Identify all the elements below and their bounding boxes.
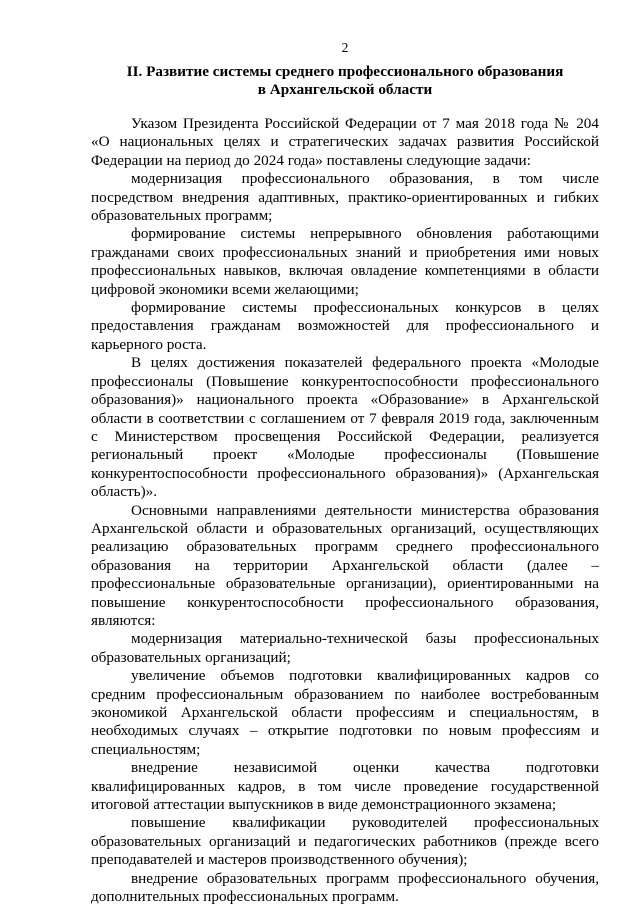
paragraph-direction-material-base: модернизация материально-технической базы профессиональных образовательных организаций;: [91, 630, 599, 666]
section-heading-line-1: II. Развитие системы среднего профессионального образования: [126, 63, 564, 80]
document-body: [91, 115, 599, 906]
paragraph-task-modernization: модернизация профессионального образования, в том числе посредством внедрения адаптивных, практико-ориентированных и гибких образовательных программ;: [91, 170, 599, 225]
paragraph-direction-quality-assessment: внедрение независимой оценки качества подготовки квалифицированных кадров, в том числе проведение государственной итоговой аттестации выпускников в виде демонстрационного экзамена;: [91, 759, 599, 814]
paragraph-main-directions: Основными направлениями деятельности министерства образования Архангельской области и образовательных организаций, осуществляющих реализацию образовательных программ среднего профессионального образования на территории Архангельской области (далее – профессиональные образовательные организации), ориентированными на повышение конкурентоспособности профессионального образования, являются:: [91, 501, 599, 629]
paragraph-regional-project: В целях достижения показателей федерального проекта «Молодые профессионалы (Повышение конкурентоспособности профессионального образования)» национального проекта «Образование» в Архангельской области в соответствии с соглашением от 7 февраля 2019 года, заключенным с Министерством просвещения Российской Федерации, реализуется региональный проект «Молодые профессионалы (Повышение конкурентоспособности профессионального образования)» (Архангельская область)».: [91, 354, 599, 501]
paragraph-direction-programs: внедрение образовательных программ профессионального обучения, дополнительных профессиональных программ.: [91, 869, 599, 906]
paragraph-decree-intro: Указом Президента Российской Федерации от 7 мая 2018 года № 204 «О национальных целях и стратегических задачах развития Российской Федерации на период до 2024 года» поставлены следующие задачи:: [91, 115, 599, 169]
paragraph-task-continuous-learning: формирование системы непрерывного обновления работающими гражданами своих профессиональных знаний и приобретения ими новых профессиональных навыков, включая овладение компетенциями в области цифровой экономики всеми желающими;: [91, 225, 599, 298]
paragraph-task-competitions: формирование системы профессиональных конкурсов в целях предоставления гражданам возможностей для профессионального и карьерного роста.: [91, 299, 599, 353]
page-number: 2: [341, 40, 349, 55]
paragraph-direction-qualification: повышение квалификации руководителей профессиональных образовательных организаций и педагогических работников (прежде всего преподавателей и мастеров производственного обучения);: [91, 814, 599, 869]
section-heading-line-2: в Архангельской области: [257, 81, 433, 98]
paragraph-direction-training-volume: увеличение объемов подготовки квалифицированных кадров со средним профессиональным образованием по наиболее востребованным экономикой Архангельской области профессиям и специальностям, в необходимых случаях – открытие подготовки по новым профессиям и специальностям;: [91, 667, 599, 758]
section-heading: [91, 63, 599, 99]
